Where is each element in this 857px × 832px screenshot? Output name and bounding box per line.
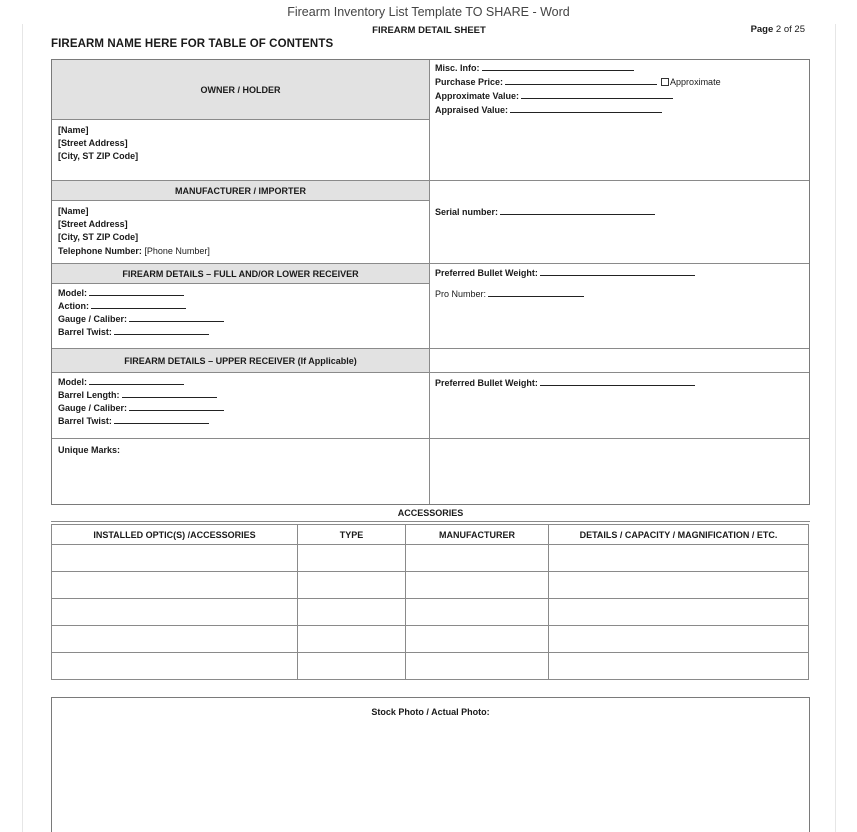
- table-cell[interactable]: [298, 653, 406, 680]
- lower-bullet-weight-field[interactable]: [435, 266, 695, 280]
- approximate-value-label: Approximate Value:: [435, 91, 520, 101]
- divider: [52, 200, 429, 201]
- table-cell[interactable]: [52, 626, 298, 653]
- table-row: [52, 626, 809, 653]
- manufacturer-street[interactable]: [Street Address]: [58, 219, 128, 229]
- col-type: TYPE: [298, 525, 406, 545]
- divider: [52, 119, 429, 120]
- table-cell[interactable]: [549, 545, 809, 572]
- accessories-title: ACCESSORIES: [397, 508, 464, 518]
- lower-twist-line: [114, 326, 209, 335]
- pro-number-field[interactable]: [435, 287, 695, 301]
- lower-gauge-line: [129, 313, 224, 322]
- owner-city[interactable]: [City, ST ZIP Code]: [58, 151, 139, 161]
- table-cell[interactable]: [298, 599, 406, 626]
- accessories-table: [51, 524, 809, 680]
- upper-bullet-weight-label: Preferred Bullet Weight:: [435, 378, 538, 388]
- table-cell[interactable]: [549, 572, 809, 599]
- table-row: [52, 653, 809, 680]
- upper-barrel-length-label: Barrel Length:: [58, 390, 120, 400]
- upper-receiver-fields: [58, 376, 224, 428]
- serial-number-line: [500, 206, 655, 215]
- upper-twist-label: Barrel Twist:: [58, 416, 112, 426]
- upper-model-field[interactable]: [58, 376, 224, 389]
- accessories-header-row: [52, 525, 809, 545]
- appraised-value-line: [510, 104, 662, 113]
- upper-receiver-header: FIREARM DETAILS – UPPER RECEIVER (If Applicable): [52, 349, 429, 372]
- lower-right-fields: [435, 266, 695, 301]
- owner-header: OWNER / HOLDER: [52, 60, 429, 119]
- table-cell[interactable]: [549, 599, 809, 626]
- misc-info-block: [435, 61, 721, 117]
- page-current: 2: [775, 24, 782, 35]
- approximate-checkbox[interactable]: [661, 77, 721, 87]
- upper-twist-field[interactable]: [58, 415, 224, 428]
- table-cell[interactable]: [549, 653, 809, 680]
- lower-action-field[interactable]: [58, 300, 224, 313]
- upper-model-label: Model:: [58, 377, 87, 387]
- approximate-value-line: [521, 90, 673, 99]
- manufacturer-address: [58, 205, 210, 258]
- col-installed-optics: INSTALLED OPTIC(S) /ACCESSORIES: [52, 525, 298, 545]
- table-cell[interactable]: [406, 545, 549, 572]
- lower-model-line: [89, 287, 184, 296]
- misc-info-line: [482, 62, 634, 71]
- photo-box[interactable]: [51, 697, 810, 832]
- purchase-price-label: Purchase Price:: [435, 77, 504, 87]
- upper-gauge-label: Gauge / Caliber:: [58, 403, 128, 413]
- lower-gauge-field[interactable]: [58, 313, 224, 326]
- upper-bullet-weight-line: [540, 377, 695, 386]
- document-page: [22, 24, 836, 832]
- manufacturer-header: MANUFACTURER / IMPORTER: [52, 181, 429, 200]
- upper-bullet-weight-field[interactable]: [435, 376, 695, 390]
- table-cell[interactable]: [52, 572, 298, 599]
- approximate-value-field[interactable]: [435, 89, 721, 103]
- lower-receiver-fields: [58, 287, 224, 339]
- lower-action-label: Action:: [58, 301, 89, 311]
- table-row: [52, 545, 809, 572]
- table-cell[interactable]: [406, 653, 549, 680]
- page-label: Page: [750, 24, 774, 35]
- firearm-detail-table: [51, 59, 810, 505]
- lower-gauge-label: Gauge / Caliber:: [58, 314, 128, 324]
- lower-twist-field[interactable]: [58, 326, 224, 339]
- table-cell[interactable]: [406, 626, 549, 653]
- unique-marks-label: Unique Marks:: [58, 445, 121, 455]
- telephone-value: [Phone Number]: [144, 246, 210, 256]
- approximate-label: Approximate: [670, 77, 721, 87]
- table-cell[interactable]: [298, 545, 406, 572]
- page-of: of 25: [783, 24, 805, 35]
- serial-number-label: Serial number:: [435, 207, 499, 217]
- appraised-value-field[interactable]: [435, 103, 721, 117]
- lower-receiver-header: FIREARM DETAILS – FULL AND/OR LOWER RECEIVER: [52, 264, 429, 283]
- table-row: [52, 599, 809, 626]
- owner-address: [58, 124, 138, 163]
- owner-street[interactable]: [Street Address]: [58, 138, 128, 148]
- lower-action-line: [91, 300, 186, 309]
- misc-info-label: Misc. Info:: [435, 63, 480, 73]
- pro-number-line: [488, 288, 584, 297]
- lower-bullet-weight-label: Preferred Bullet Weight:: [435, 268, 538, 278]
- upper-model-line: [89, 376, 184, 385]
- serial-number-field[interactable]: [435, 205, 655, 219]
- owner-name[interactable]: [Name]: [58, 125, 89, 135]
- photo-label: Stock Photo / Actual Photo:: [371, 707, 490, 717]
- sheet-title: FIREARM DETAIL SHEET: [372, 25, 486, 36]
- upper-gauge-line: [129, 402, 224, 411]
- appraised-value-label: Appraised Value:: [435, 105, 509, 115]
- divider: [52, 372, 809, 373]
- table-cell[interactable]: [406, 599, 549, 626]
- manufacturer-name[interactable]: [Name]: [58, 206, 89, 216]
- lower-model-field[interactable]: [58, 287, 224, 300]
- page-number: [751, 24, 805, 35]
- toc-title: FIREARM NAME HERE FOR TABLE OF CONTENTS: [51, 38, 334, 50]
- col-manufacturer: MANUFACTURER: [406, 525, 549, 545]
- divider: [52, 283, 429, 284]
- pro-number-label: Pro Number:: [435, 289, 487, 299]
- upper-twist-line: [114, 415, 209, 424]
- upper-barrel-length-line: [122, 389, 217, 398]
- checkbox-icon: [661, 78, 669, 86]
- table-row: [52, 572, 809, 599]
- lower-model-label: Model:: [58, 288, 87, 298]
- purchase-price-line: [505, 76, 657, 85]
- lower-twist-label: Barrel Twist:: [58, 327, 112, 337]
- unique-marks-field[interactable]: [58, 443, 120, 457]
- telephone-label: Telephone Number:: [58, 246, 142, 256]
- manufacturer-city[interactable]: [City, ST ZIP Code]: [58, 232, 139, 242]
- table-cell[interactable]: [52, 599, 298, 626]
- divider: [52, 438, 809, 439]
- lower-bullet-weight-line: [540, 267, 695, 276]
- window-title: Firearm Inventory List Template TO SHARE - Word: [0, 0, 857, 24]
- col-details: DETAILS / CAPACITY / MAGNIFICATION / ETC.: [549, 525, 809, 545]
- table-cell[interactable]: [52, 653, 298, 680]
- table-cell[interactable]: [406, 572, 549, 599]
- table-cell[interactable]: [298, 572, 406, 599]
- manufacturer-telephone[interactable]: [58, 245, 210, 258]
- misc-info-field[interactable]: [435, 61, 721, 75]
- accessories-rule: [51, 521, 810, 522]
- upper-gauge-field[interactable]: [58, 402, 224, 415]
- table-cell[interactable]: [549, 626, 809, 653]
- upper-barrel-length-field[interactable]: [58, 389, 224, 402]
- table-cell[interactable]: [298, 626, 406, 653]
- purchase-price-field[interactable]: [435, 75, 721, 89]
- table-cell[interactable]: [52, 545, 298, 572]
